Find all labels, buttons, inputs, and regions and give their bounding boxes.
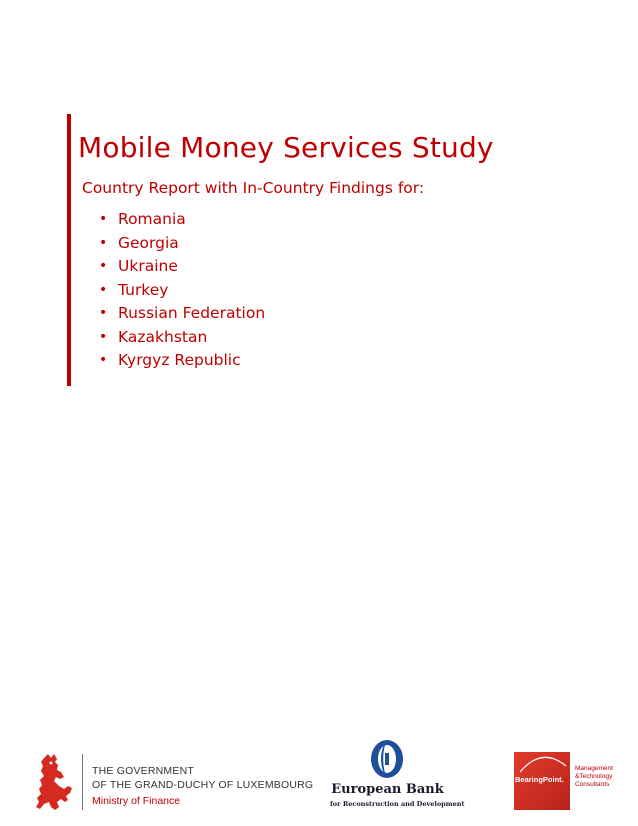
ebrd-symbol-icon <box>367 738 407 780</box>
tagline-line: Consultants <box>575 781 610 788</box>
tagline-line: &Technology <box>575 773 613 780</box>
country-name: Ukraine <box>118 257 178 275</box>
bearingpoint-tagline <box>575 765 625 789</box>
bearingpoint-logo <box>514 752 624 814</box>
tagline-line: Management <box>575 765 613 772</box>
ministry-line: Ministry of Finance <box>92 795 181 807</box>
ebrd-name: European Bank <box>331 782 444 797</box>
country-name: Turkey <box>118 280 169 299</box>
bullet-icon: • <box>99 352 108 368</box>
bearingpoint-mark <box>514 752 570 810</box>
list-item <box>82 349 265 373</box>
bullet-icon: • <box>99 281 108 298</box>
ebrd-logo <box>330 738 465 816</box>
country-name: Kazakhstan <box>118 327 208 346</box>
grand-duchy-line: OF THE GRAND-DUCHY OF LUXEMBOURG <box>92 779 314 791</box>
luxembourg-government-logo <box>30 752 314 814</box>
list-item <box>82 232 265 256</box>
country-name: Georgia <box>118 233 179 252</box>
page-subtitle: Country Report with In-Country Findings for: <box>82 179 425 197</box>
red-lion-icon <box>30 752 76 812</box>
page-title: Mobile Money Services Study <box>78 131 494 164</box>
ebrd-subline: for Reconstruction and Development <box>330 800 465 808</box>
bullet-icon: • <box>99 328 108 345</box>
arc-icon <box>514 752 570 774</box>
list-item <box>82 326 265 350</box>
bullet-icon: • <box>99 211 108 227</box>
bullet-icon: • <box>99 234 108 251</box>
list-item <box>82 208 265 232</box>
list-item <box>82 279 265 303</box>
country-name: Russian Federation <box>118 304 266 322</box>
country-name: Romania <box>118 210 186 228</box>
bullet-icon: • <box>99 305 108 321</box>
title-accent-bar <box>67 114 71 386</box>
bearingpoint-brand: BearingPoint. <box>515 775 564 784</box>
country-name: Kyrgyz Republic <box>118 351 241 369</box>
list-item <box>82 302 265 326</box>
country-list <box>82 208 265 373</box>
government-line: THE GOVERNMENT <box>92 765 194 777</box>
bullet-icon: • <box>99 258 108 274</box>
list-item <box>82 255 265 279</box>
logo-divider <box>82 754 83 810</box>
